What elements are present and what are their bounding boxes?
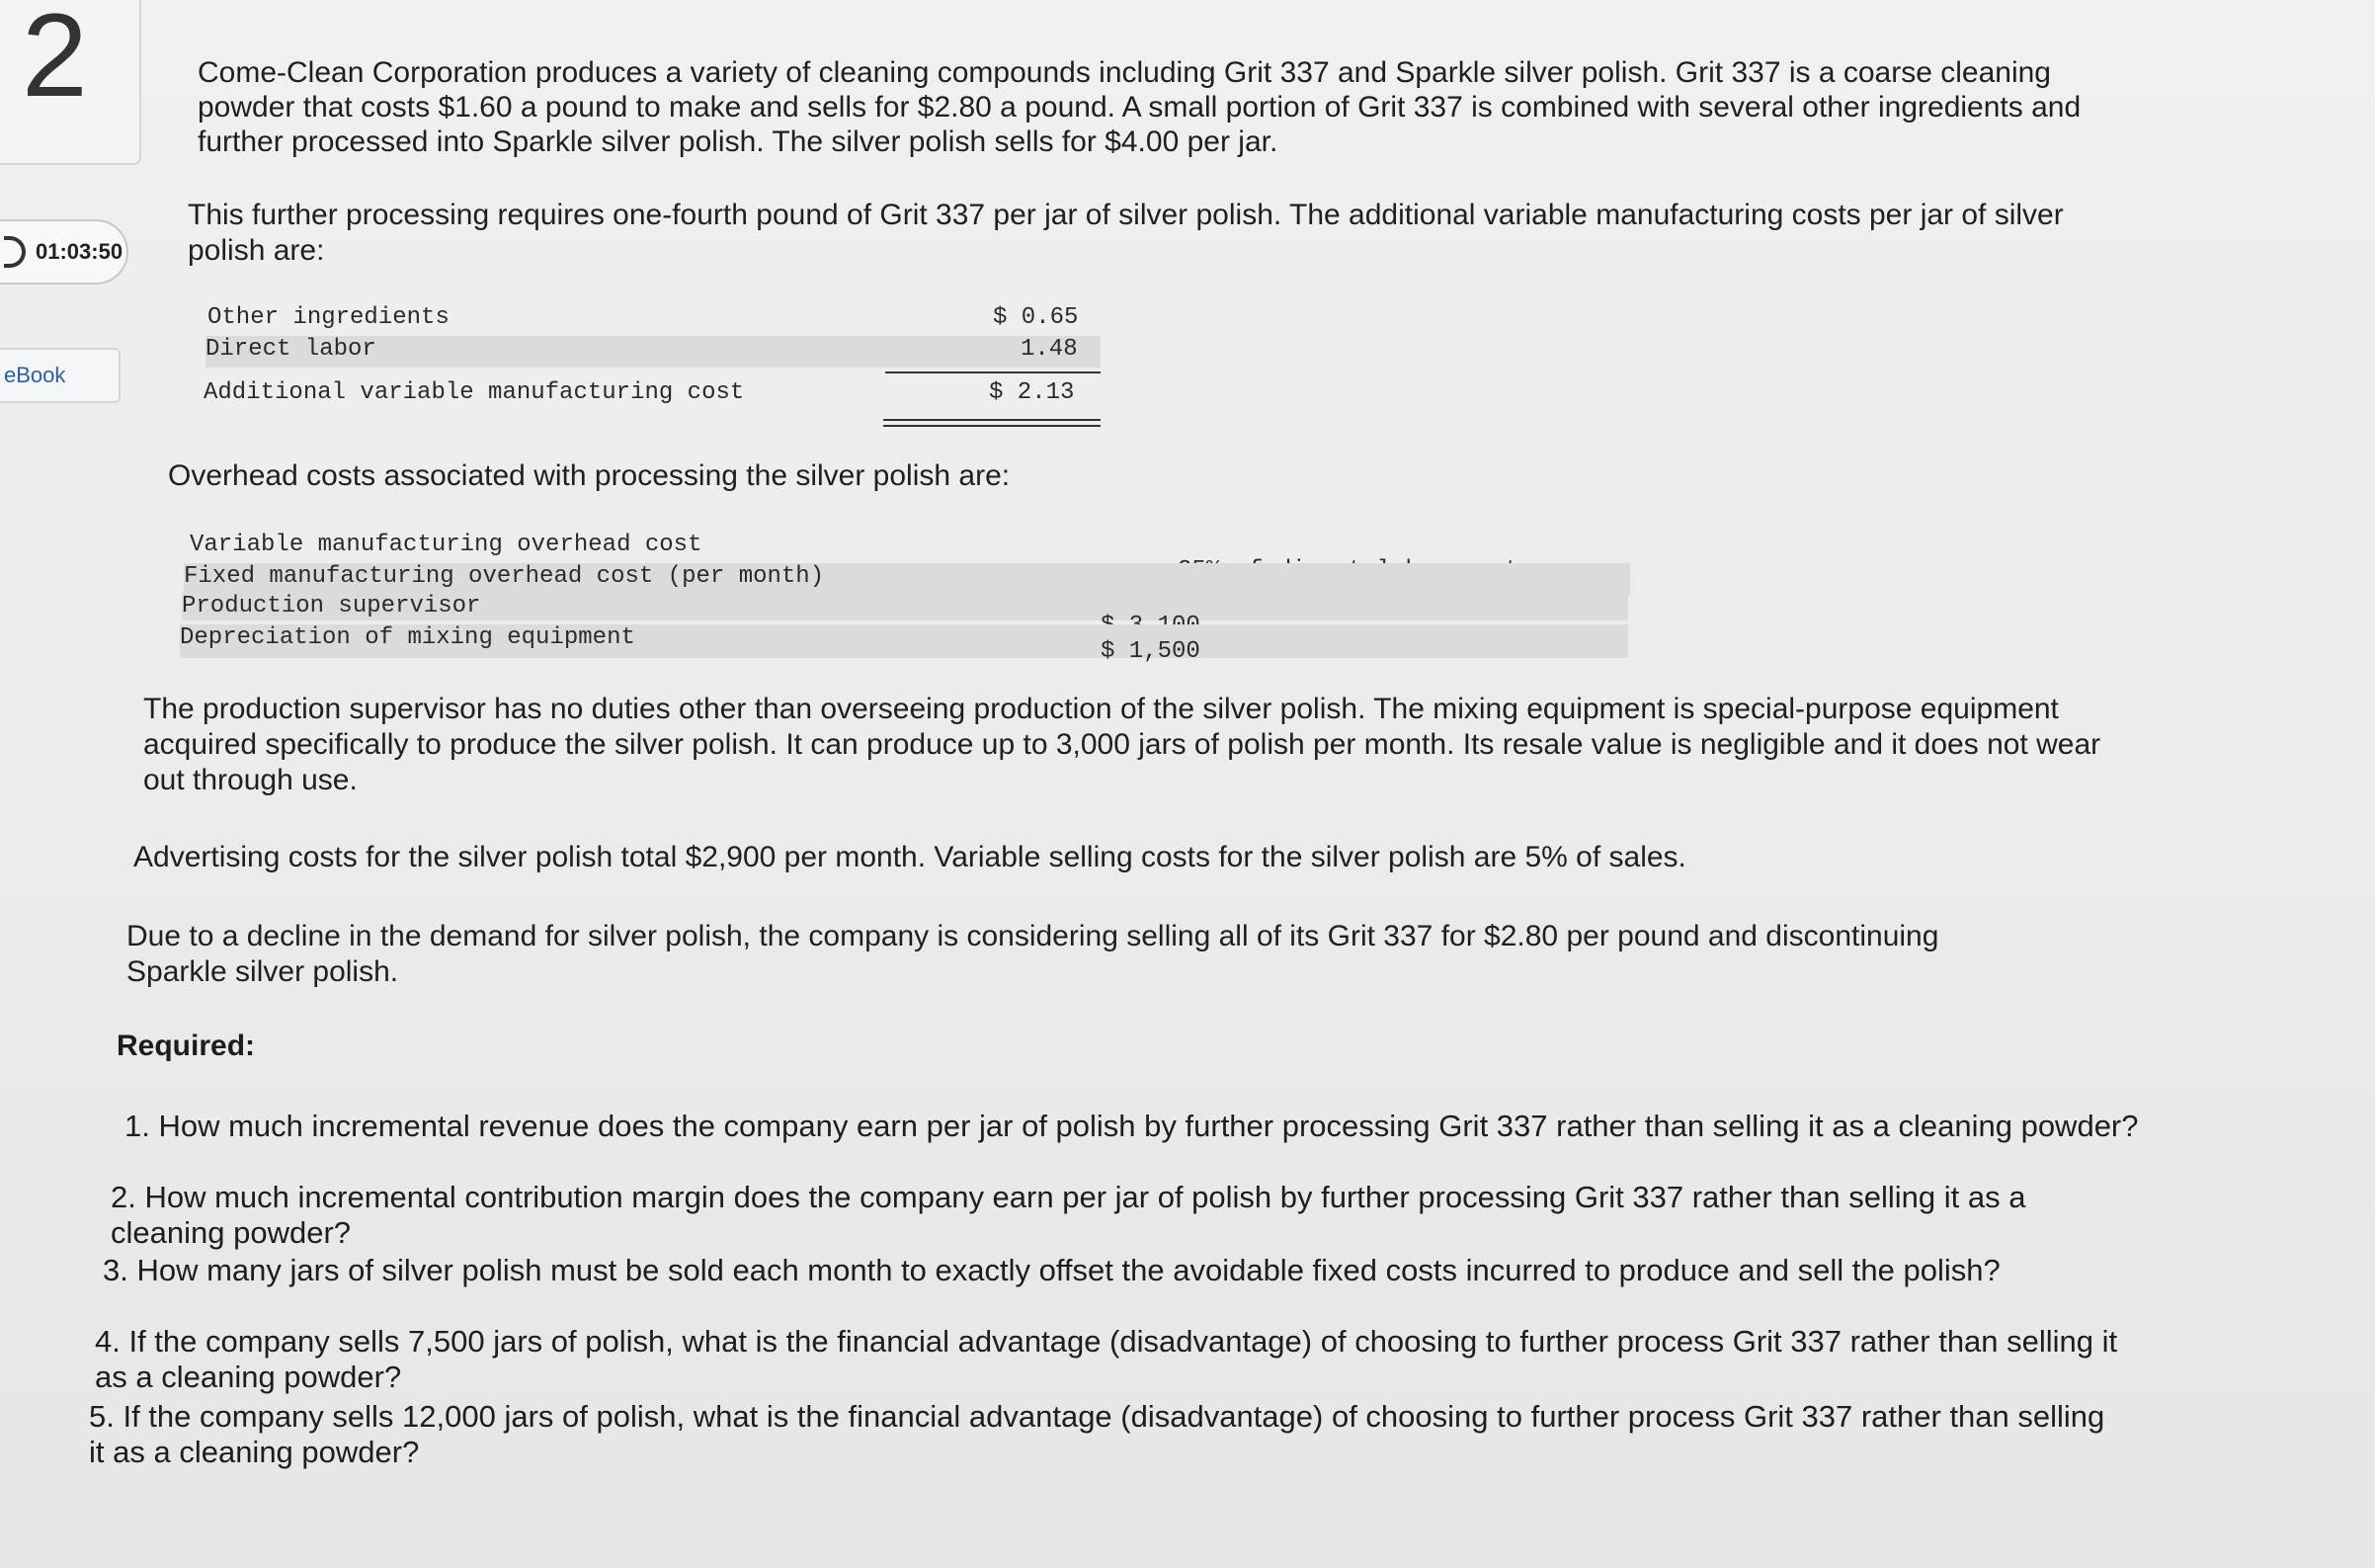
- overhead-label: Production supervisor: [182, 593, 481, 619]
- list-item: 1. How much incremental revenue does the company earn per jar of polish by further processing Grit 337 rather than selling it as a cleaning powder?: [124, 1109, 2139, 1143]
- overhead-label: Variable manufacturing overhead cost: [190, 532, 702, 558]
- cost-label: Other ingredients: [207, 304, 450, 331]
- table-row: [207, 304, 1097, 334]
- list-item: 2. How much incremental contribution margin does the company earn per jar of polish by further processing Grit 337 rather than selling it as a cleaning powder?: [111, 1180, 2026, 1250]
- table-row: [182, 593, 1628, 620]
- further-processing-paragraph: This further processing requires one-fourth pound of Grit 337 per jar of silver polish. The additional variable manufacturing costs per jar of silver polish are:: [188, 199, 2064, 267]
- total-rule-double: [883, 425, 1101, 427]
- required-heading: Required:: [117, 1030, 256, 1062]
- cost-value: 1.48: [1021, 336, 1078, 363]
- cost-value: $ 0.65: [993, 304, 1079, 331]
- list-item: 3. How many jars of silver polish must be sold each month to exactly offset the avoidable fixed costs incurred to produce and sell the polish?: [103, 1253, 2001, 1287]
- overhead-label: Fixed manufacturing overhead cost (per month): [184, 563, 825, 590]
- table-row: [190, 532, 1632, 561]
- ebook-link[interactable]: eBook: [0, 348, 121, 403]
- overhead-value: $ 1,500: [1101, 638, 1200, 665]
- timer-text: 01:03:50: [36, 239, 123, 264]
- supervisor-paragraph: The production supervisor has no duties other than overseeing production of the silver polish. The mixing equipment is special-purpose equipment acquired specifically to produce the silver polish. It can produce up to 3,000 jars of polish per month. Its resale value is negligible and it does not wear out through use.: [143, 693, 2101, 796]
- advertising-paragraph: Advertising costs for the silver polish total $2,900 per month. Variable selling costs for the silver polish are 5% of sales.: [133, 841, 1686, 873]
- total-rule: [883, 419, 1101, 421]
- overhead-label: Depreciation of mixing equipment: [180, 624, 635, 651]
- table-row: [180, 624, 1628, 665]
- table-row: [204, 379, 1093, 409]
- list-item: 4. If the company sells 7,500 jars of polish, what is the financial advantage (disadvantage) of choosing to further process Grit 337 rather than selling it as a cleaning powder?: [95, 1324, 2118, 1394]
- cost-value: $ 2.13: [989, 379, 1075, 406]
- cost-label: Additional variable manufacturing cost: [204, 379, 745, 406]
- table-row: [205, 336, 1101, 368]
- table-row: [184, 563, 1630, 595]
- intro-paragraph: Come-Clean Corporation produces a variety of cleaning compounds including Grit 337 and Sparkle silver polish. Grit 337 is a coarse cleaning powder that costs $1.60 a pound to make and sells for $2.80 a pound. A small portion of Grit 337 is combined with several other ingredients and further processed into Sparkle silver polish. The silver polish sells for $4.00 per jar.: [198, 56, 2082, 158]
- subtotal-rule: [885, 371, 1101, 373]
- question-number: 2: [22, 0, 88, 122]
- cost-label: Direct labor: [205, 336, 376, 363]
- overhead-intro: Overhead costs associated with processing the silver polish are:: [168, 459, 1011, 492]
- decline-paragraph: Due to a decline in the demand for silver polish, the company is considering selling all of its Grit 337 for $2.80 per pound and discontinuing Sparkle silver polish.: [126, 920, 1939, 988]
- list-item: 5. If the company sells 12,000 jars of polish, what is the financial advantage (disadvantage) of choosing to further process Grit 337 rather than selling it as a cleaning powder?: [89, 1399, 2105, 1469]
